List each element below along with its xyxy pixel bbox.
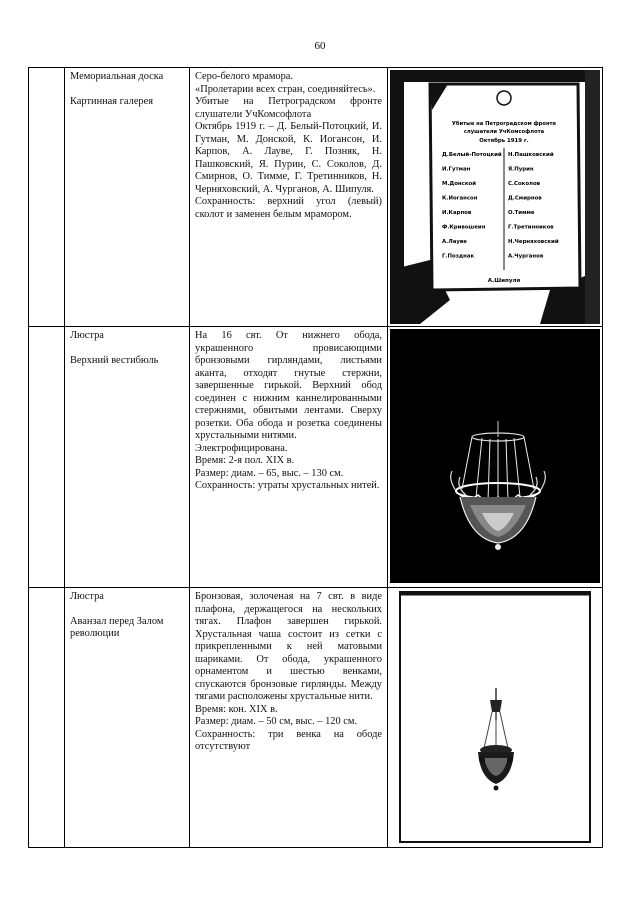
photo-cell xyxy=(388,588,603,848)
name-cell xyxy=(65,68,190,327)
item-title: Люстра xyxy=(70,591,104,602)
photo-cell xyxy=(388,327,603,588)
table-row xyxy=(29,588,603,848)
plaque-name: Г.Позднак xyxy=(442,253,475,260)
description-line: Октябрь 1919 г. – Д. Белый-Потоцкий, И. Гутман, М. Донской, К. Иогансон, И. Карпов, А. Лауве, Г. Позняк, Н. Пашковский, Я. Пурин, С. Соколов, Д. Смирнов, О. Тимме, Г. Третинников, Н. Черняховский, А. Чурганов, А. Шипуля. xyxy=(195,121,382,195)
description-line: Сохранность: утраты хрустальных нитей. xyxy=(195,480,380,491)
plaque-name: К.Иогансон xyxy=(442,195,478,202)
plaque-header2: слушатели УчКомсофлота xyxy=(463,129,545,135)
description-line: Бронзовая, золоченая на 7 свт. в виде плафона, держащегося на нескольких тягах. Плафон завершен гирькой. Хрустальная чаша состоит из сетки с прикрепленными к ней матовыми шариками. От обода, украшенного орнаментом и шестью венками, спускаются бронзовые гирлянды. Между тягами расположены хрустальные нити. xyxy=(195,591,382,702)
plaque-name: И.Гутман xyxy=(442,166,471,173)
description-line: Электрофицирована. xyxy=(195,442,288,454)
item-location: Картинная галерея xyxy=(70,95,154,107)
page-number: 60 xyxy=(314,40,326,52)
item-title: Люстра xyxy=(70,330,104,341)
description-cell xyxy=(190,588,388,848)
item-title: Мемориальная доска xyxy=(70,71,164,82)
name-cell xyxy=(65,588,190,848)
plaque-header: Убитые на Петроградском фронте xyxy=(451,121,557,127)
description-cell xyxy=(190,68,388,327)
table-row xyxy=(29,68,603,327)
description-line: Размер: диам. – 65, выс. – 130 см. xyxy=(195,467,344,479)
plaque-bottom-name: А.Шипуля xyxy=(487,278,521,284)
chandelier-photo xyxy=(390,329,600,583)
memorial-plaque-photo xyxy=(390,70,600,324)
table-row xyxy=(29,327,603,588)
plaque-name: Я.Пурин xyxy=(508,166,534,173)
description-cell xyxy=(190,327,388,588)
plaque-name: А.Лауве xyxy=(442,239,467,245)
plaque-name: А.Чурганов xyxy=(508,253,544,260)
description-line: Убитые на Петроградском фронте слушатели УчКомсофлота xyxy=(195,96,382,120)
plaque-name: И.Карпов xyxy=(442,210,472,216)
item-location: Аванзал перед Залом революции xyxy=(70,615,164,639)
description-line: Время: 2-я пол. XIX в. xyxy=(195,455,295,466)
plaque-date: Октябрь 1919 г. xyxy=(479,138,529,144)
chandelier-photo xyxy=(390,590,600,844)
number-cell xyxy=(29,588,65,848)
plaque-name: С.Соколов xyxy=(508,181,541,187)
number-cell xyxy=(29,327,65,588)
number-cell xyxy=(29,68,65,327)
description-line: Время: кон. XIX в. xyxy=(195,703,278,715)
photo-cell xyxy=(388,68,603,327)
description-line: На 16 свт. От нижнего обода, украшенного провисающими бронзовыми гирляндами, листьями аканта, отходят гнутые стержни, завершенные гирькой. Верхний обод соединен с нижним каннелированными стержнями, обвитыми лентами. Сверху розетки. Оба обода и розетка соединены хрустальными нитями. xyxy=(195,330,382,441)
description-line: Размер: диам. – 50 см, выс. – 120 см. xyxy=(195,716,358,727)
plaque-name: Д.Белый-Потоцкий xyxy=(442,152,502,158)
plaque-name: Д.Смирнов xyxy=(508,195,542,202)
description-line: «Пролетарии всех стран, соединяйтесь». xyxy=(195,83,376,95)
item-location: Верхний вестибюль xyxy=(70,354,159,366)
inventory-table xyxy=(28,67,603,848)
plaque-name: М.Донской xyxy=(442,181,476,187)
plaque-name: Г.Третинников xyxy=(508,224,554,231)
plaque-name: Н.Пашковский xyxy=(508,152,554,158)
name-cell xyxy=(65,327,190,588)
description-line: Серо-белого мрамора. xyxy=(195,71,294,82)
description-line: Сохранность: три венка на ободе отсутствуют xyxy=(195,728,382,752)
plaque-name: О.Тимме xyxy=(508,210,535,216)
plaque-name: Ф.Кривошеин xyxy=(442,224,486,231)
description-line: Сохранность: верхний угол (левый) сколот и заменен белым мрамором. xyxy=(195,196,382,220)
plaque-name: Н.Черняховский xyxy=(508,239,559,245)
